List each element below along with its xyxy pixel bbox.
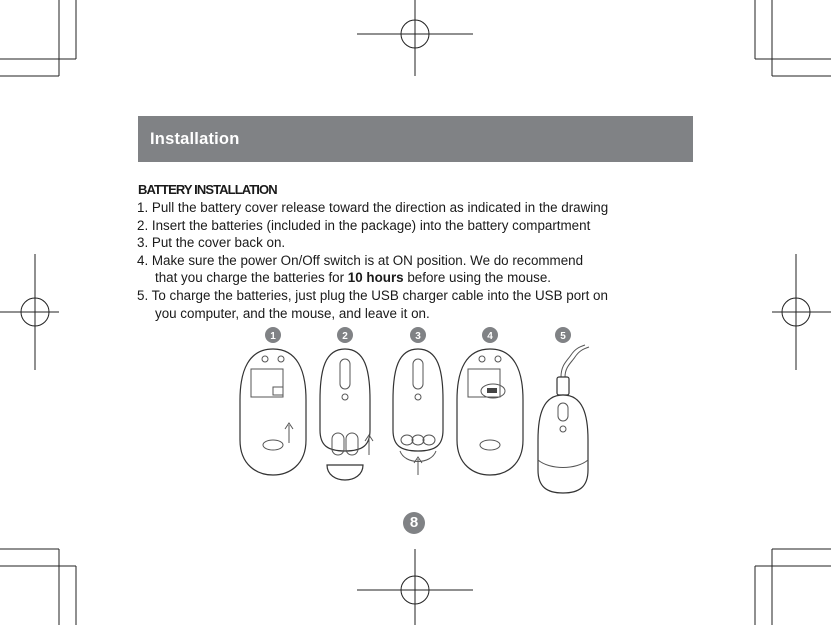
step-number-5: 5 — [560, 331, 566, 342]
page-number-badge: 8 — [403, 512, 425, 534]
page-title: Installation — [150, 130, 240, 148]
mouse-step-2-drawing — [320, 327, 373, 480]
step-4-text-post: before using the mouse. — [403, 270, 551, 286]
step-1: 1. Pull the battery cover release toward the direction as indicated in the drawing — [137, 200, 609, 215]
step-number-3: 3 — [415, 331, 421, 342]
section-header-bar — [138, 116, 693, 162]
step-3: 3. Put the cover back on. — [137, 235, 286, 251]
step-number-2: 2 — [342, 331, 348, 342]
step-4-line-2 — [137, 269, 608, 287]
step-4-duration: 10 hours — [347, 270, 404, 286]
mouse-step-1-drawing — [240, 327, 306, 475]
step-number-1: 1 — [270, 331, 276, 342]
mouse-step-3-drawing — [393, 327, 443, 475]
mouse-step-5-drawing — [538, 327, 589, 493]
step-5-line-2: you computer, and the mouse, and leave it on. — [155, 305, 430, 321]
step-2: 2. Insert the batteries (included in the package) into the battery compartment — [137, 217, 591, 233]
battery-installation-illustration — [235, 325, 605, 500]
battery-installation-heading: BATTERY INSTALLATION — [138, 182, 277, 197]
mouse-step-4-drawing — [457, 327, 523, 475]
instruction-steps — [137, 199, 608, 322]
step-4-line-1: 4. Make sure the power On/Off switch is at ON position. We do recommend — [137, 252, 584, 268]
step-5-line-1: 5. To charge the batteries, just plug the USB charger cable into the USB port on — [137, 287, 608, 303]
step-4-text-pre: that you charge the batteries for — [155, 270, 348, 286]
step-number-4: 4 — [487, 331, 493, 342]
